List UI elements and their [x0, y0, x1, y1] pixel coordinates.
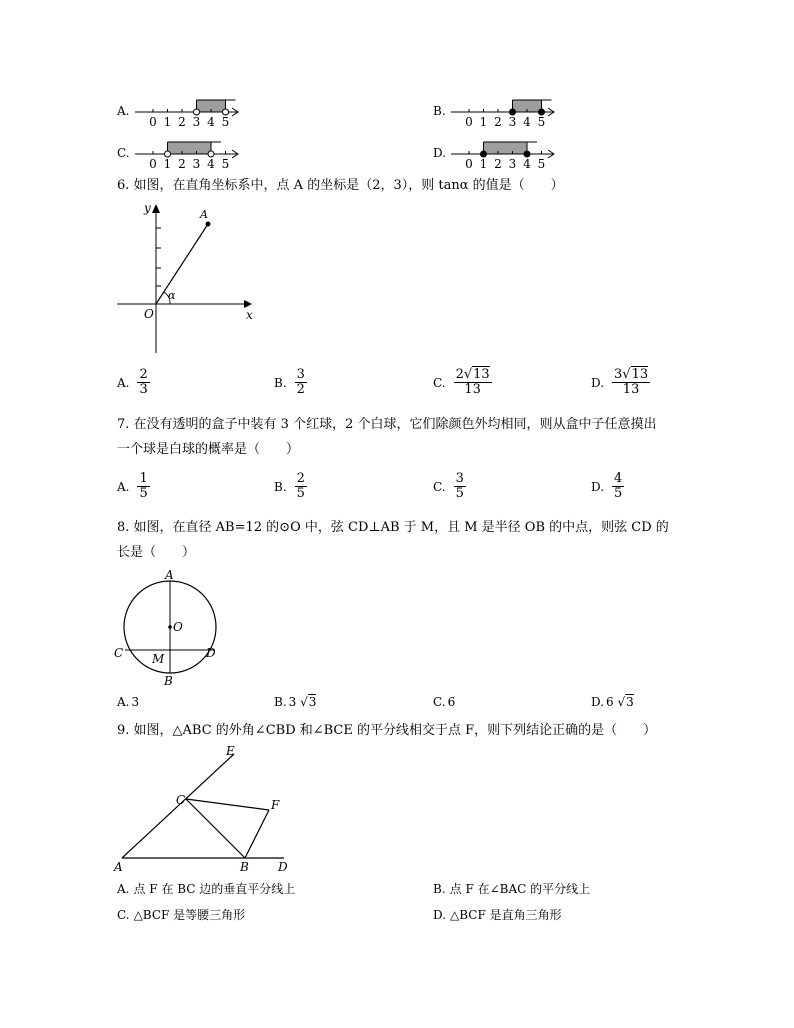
label-d: D: [278, 860, 288, 874]
segment-oa: [156, 224, 208, 304]
tick-label: 3: [192, 157, 201, 171]
tick-label: 0: [149, 157, 157, 171]
tick-label: 5: [537, 157, 546, 171]
q6-question-text: 6. 如图，在直角坐标系中，点 A 的坐标是（2，3），则 tanα 的值是（ ）: [117, 178, 564, 193]
tick-label: 3: [508, 157, 517, 171]
label-x: x: [246, 308, 253, 322]
tick-label: 4: [207, 115, 215, 129]
q8-option-a[interactable]: A. 3: [117, 695, 140, 709]
q9-triangle-figure: [112, 742, 297, 877]
q5-number-line-a[interactable]: [133, 92, 243, 134]
q7-question-line2: 一个球是白球的概率是（ ）: [117, 442, 300, 457]
label-alpha: α: [168, 289, 176, 302]
tick-label: 2: [494, 157, 502, 171]
label-m: M: [152, 652, 165, 666]
q6-coordinate-figure: [112, 198, 262, 358]
endpoint-right: [524, 151, 530, 157]
q7-option-a[interactable]: A. $\frac{1}{5}$: [117, 471, 148, 501]
label-e: E: [226, 744, 235, 758]
q8-option-c[interactable]: C. 6: [433, 695, 456, 709]
q8-question-line1: 8. 如图，在直径 AB=12 的⊙O 中，弦 CD⊥AB 于 M，且 M 是半径 OB 的中点，则弦 CD 的: [117, 520, 669, 535]
q5-number-line-d[interactable]: [449, 134, 559, 176]
tick-label: 3: [192, 115, 201, 129]
tick-label: 5: [221, 157, 230, 171]
q5-number-line-b[interactable]: [449, 92, 559, 134]
label-b: B: [240, 860, 249, 874]
label-a: A: [114, 860, 123, 874]
q9-option-d[interactable]: D. △BCF 是直角三角形: [433, 907, 562, 922]
q7-option-c[interactable]: C. $\frac{3}{5}$: [433, 471, 464, 501]
tick-label: 3: [508, 115, 517, 129]
endpoint-right: [208, 151, 214, 157]
tick-label: 2: [178, 115, 186, 129]
q9-option-c[interactable]: C. △BCF 是等腰三角形: [117, 907, 246, 922]
q9-option-b[interactable]: B. 点 F 在∠BAC 的平分线上: [433, 881, 591, 896]
shaded-region: [168, 142, 212, 154]
q8-question-line2: 长是（ ）: [117, 545, 196, 560]
tick-label: 2: [494, 115, 502, 129]
label-c: C: [114, 646, 124, 660]
q9-question-text: 9. 如图，△ABC 的外角∠CBD 和∠BCE 的平分线相交于点 F，则下列结论正确的是（ ）: [117, 723, 657, 738]
endpoint-left: [194, 109, 200, 115]
tick-label: 1: [163, 115, 172, 129]
label-b: B: [164, 674, 173, 688]
label-f: F: [271, 798, 280, 812]
q5-option-c-label: C.: [117, 146, 130, 160]
label-c: C: [176, 793, 186, 807]
q7-question-line1: 7. 在没有透明的盒子中装有 3 个红球，2 个白球，它们除颜色外均相同，则从盒中子任意摸出: [117, 417, 657, 432]
q5-number-line-c[interactable]: [133, 134, 243, 176]
q6-option-a[interactable]: A. $\frac{2}{3}$: [117, 367, 148, 397]
shaded-region: [484, 142, 528, 154]
endpoint-right: [539, 109, 545, 115]
q5-option-b-label: B.: [433, 104, 446, 118]
tick-label: 0: [149, 115, 157, 129]
q8-option-b[interactable]: B. 3 √3: [274, 695, 317, 709]
tick-label: 1: [163, 157, 172, 171]
tick-label: 4: [523, 115, 531, 129]
label-a: A: [165, 568, 174, 582]
q5-option-a-label: A.: [117, 104, 130, 118]
q6-option-c[interactable]: C. $\frac{2√13}{13}$: [433, 367, 490, 397]
tick-label: 0: [465, 157, 473, 171]
q7-option-b[interactable]: B. $\frac{2}{5}$: [274, 471, 305, 501]
tick-label: 1: [479, 115, 488, 129]
q8-circle-figure: [112, 565, 222, 690]
tick-label: 4: [523, 157, 531, 171]
label-a: A: [200, 208, 208, 221]
tick-label: 2: [178, 157, 186, 171]
q5-option-d-label: D.: [433, 146, 447, 160]
label-o: O: [144, 307, 154, 321]
tick-label: 5: [537, 115, 546, 129]
endpoint-left: [165, 151, 171, 157]
q6-option-b[interactable]: B. $\frac{3}{2}$: [274, 367, 305, 397]
tick-label: 5: [221, 115, 230, 129]
q9-option-a[interactable]: A. 点 F 在 BC 边的垂直平分线上: [117, 881, 296, 896]
q6-option-d[interactable]: D. $\frac{3√13}{13}$: [591, 367, 649, 397]
q8-option-d[interactable]: D. 6 √3: [591, 695, 634, 709]
q7-option-d[interactable]: D. $\frac{4}{5}$: [591, 471, 623, 501]
label-o: O: [173, 620, 183, 634]
endpoint-left: [510, 109, 516, 115]
label-y: y: [144, 201, 151, 215]
tick-label: 1: [479, 157, 488, 171]
tick-label: 4: [207, 157, 215, 171]
label-d: D: [206, 646, 216, 660]
tick-label: 0: [465, 115, 473, 129]
endpoint-right: [223, 109, 229, 115]
endpoint-left: [481, 151, 487, 157]
